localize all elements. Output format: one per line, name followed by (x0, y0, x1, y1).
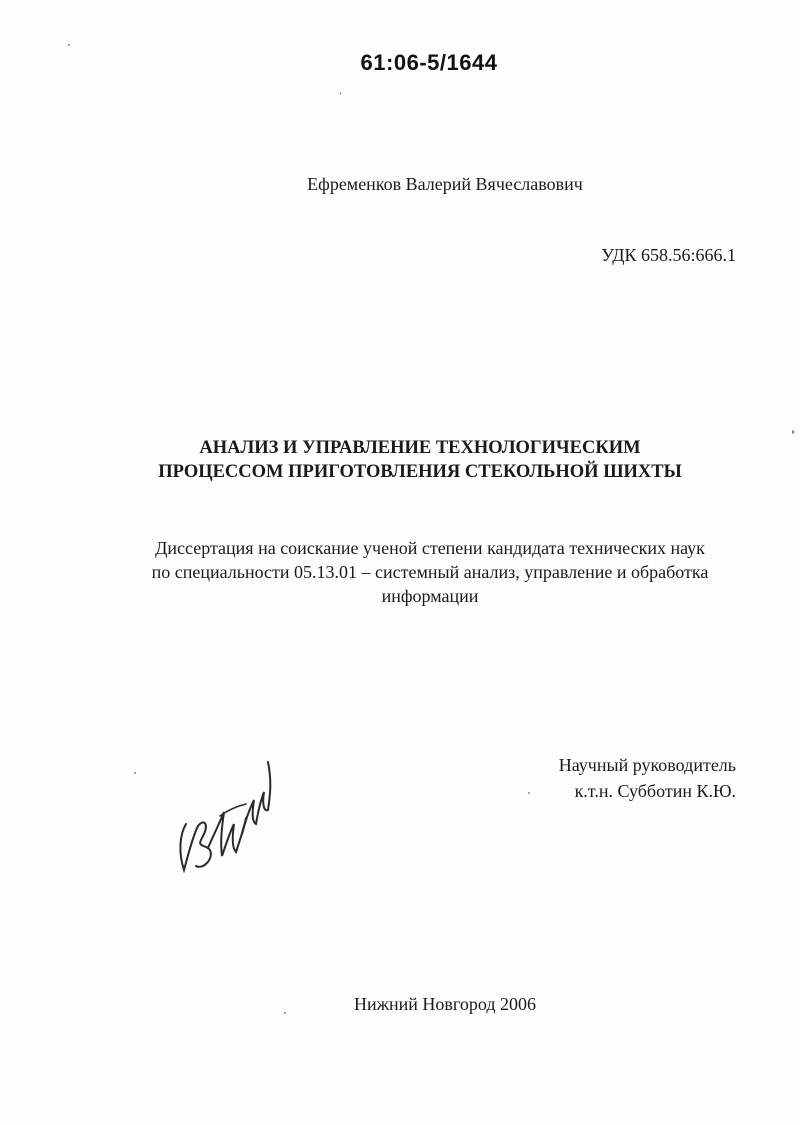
subtitle-line-3: информации (381, 586, 479, 606)
udc-code: УДК 658.56:666.1 (601, 245, 736, 265)
signature-icon (172, 752, 282, 882)
title-line-2: ПРОЦЕССОМ ПРИГОТОВЛЕНИЯ СТЕКОЛЬНОЙ ШИХТЫ (158, 462, 682, 482)
title-line-1: АНАЛИЗ И УПРАВЛЕНИЕ ТЕХНОЛОГИЧЕСКИМ (199, 438, 641, 458)
subtitle-line-2: по специальности 05.13.01 – системный анализ, управление и обработка (151, 562, 709, 582)
scan-speck (528, 792, 530, 794)
scan-speck (134, 772, 136, 774)
dissertation-subtitle (120, 536, 740, 608)
scan-speck (68, 44, 70, 46)
supervisor-label: Научный руководитель (558, 755, 736, 775)
scan-speck (284, 1012, 286, 1014)
subtitle-line-1: Диссертация на соискание ученой степени кандидата технических наук (155, 538, 705, 558)
scan-speck (340, 92, 341, 95)
supervisor-name: к.т.н. Субботин К.Ю. (574, 781, 736, 801)
scan-speck (792, 430, 794, 434)
archive-code: 61:06-5/1644 (360, 50, 498, 75)
author-name: Ефременков Валерий Вячеславович (307, 174, 583, 194)
city-year: Нижний Новгород 2006 (353, 994, 537, 1014)
handwritten-signature (172, 752, 282, 882)
supervisor-block (559, 752, 736, 804)
dissertation-title (0, 436, 800, 484)
